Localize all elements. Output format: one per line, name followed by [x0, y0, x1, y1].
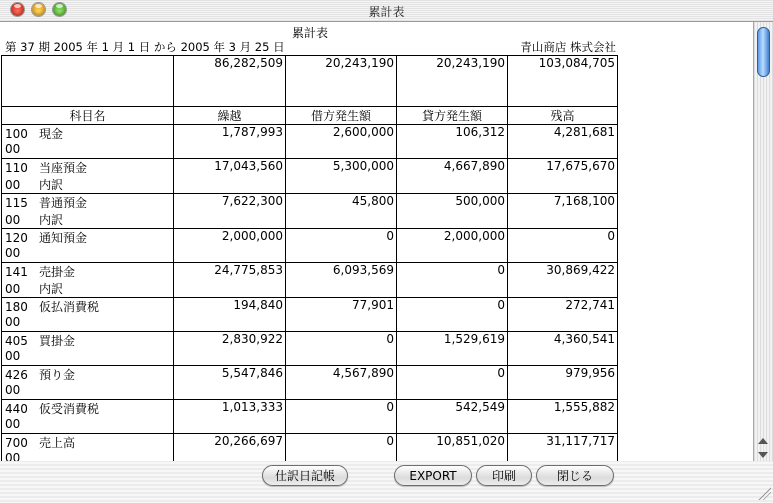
- total-carry: 86,282,509: [174, 56, 286, 107]
- report-period: 第 37 期 2005 年 1 月 1 日 から 2005 年 3 月 25 日: [5, 40, 285, 54]
- carry-cell: 20,266,697: [174, 434, 286, 462]
- account-cell: [2, 434, 174, 462]
- table-row: [2, 400, 618, 434]
- balance-cell: 17,675,670: [508, 159, 618, 194]
- carry-cell: 7,622,300: [174, 194, 286, 229]
- account-name: 普通預金: [39, 196, 88, 210]
- account-cell: [2, 125, 174, 159]
- sub-account-code: 00: [5, 417, 21, 431]
- balance-cell: 7,168,100: [508, 194, 618, 229]
- account-cell: [2, 194, 174, 229]
- credit-cell: 10,851,020: [397, 434, 508, 462]
- totals-row: [2, 56, 618, 107]
- debit-cell: 0: [286, 400, 397, 434]
- account-name: 仮受消費税: [39, 402, 100, 416]
- account-name: 買掛金: [39, 334, 76, 348]
- scroll-thumb[interactable]: [757, 27, 770, 77]
- close-button[interactable]: 閉じる: [536, 465, 614, 486]
- total-balance: 103,084,705: [508, 56, 618, 107]
- account-cell: [2, 332, 174, 366]
- account-code: 700: [5, 436, 28, 450]
- debit-cell: 0: [286, 434, 397, 462]
- debit-cell: 5,300,000: [286, 159, 397, 194]
- account-code: 180: [5, 300, 28, 314]
- balance-cell: 31,117,717: [508, 434, 618, 462]
- table-row: [2, 298, 618, 332]
- debit-cell: 4,567,890: [286, 366, 397, 400]
- col-header-credit: 貸方発生額: [397, 107, 508, 125]
- table-row: [2, 229, 618, 263]
- balance-cell: 272,741: [508, 298, 618, 332]
- total-debit: 20,243,190: [286, 56, 397, 107]
- table-row: [2, 194, 618, 229]
- debit-cell: 77,901: [286, 298, 397, 332]
- debit-cell: 2,600,000: [286, 125, 397, 159]
- sub-account-name: 内訳: [39, 213, 64, 227]
- account-cell: [2, 263, 174, 298]
- carry-cell: 5,547,846: [174, 366, 286, 400]
- report-title: 累計表: [291, 26, 328, 40]
- account-code: 405: [5, 334, 28, 348]
- account-code: 426: [5, 368, 28, 382]
- scroll-down-icon[interactable]: [758, 452, 768, 458]
- account-cell: [2, 159, 174, 194]
- credit-cell: 0: [397, 263, 508, 298]
- credit-cell: 542,549: [397, 400, 508, 434]
- balance-cell: 4,360,541: [508, 332, 618, 366]
- table-row: [2, 263, 618, 298]
- col-header-balance: 残高: [508, 107, 618, 125]
- credit-cell: 500,000: [397, 194, 508, 229]
- carry-cell: 1,787,993: [174, 125, 286, 159]
- carry-cell: 1,013,333: [174, 400, 286, 434]
- account-code: 141: [5, 265, 28, 279]
- company-name: 青山商店 株式会社: [520, 40, 616, 54]
- header-row: [2, 107, 618, 125]
- sub-account-name: 内訳: [39, 178, 64, 192]
- sub-account-code: 00: [5, 142, 21, 156]
- credit-cell: 1,529,619: [397, 332, 508, 366]
- balance-cell: 30,869,422: [508, 263, 618, 298]
- table-row: [2, 125, 618, 159]
- debit-cell: 6,093,569: [286, 263, 397, 298]
- table-row: [2, 159, 618, 194]
- journal-button[interactable]: 仕訳日記帳: [262, 465, 348, 486]
- account-cell: [2, 298, 174, 332]
- carry-cell: 194,840: [174, 298, 286, 332]
- balance-cell: 4,281,681: [508, 125, 618, 159]
- account-name: 仮払消費税: [39, 300, 100, 314]
- carry-cell: 24,775,853: [174, 263, 286, 298]
- account-cell: [2, 229, 174, 263]
- sub-account-code: 00: [5, 246, 21, 260]
- carry-cell: 17,043,560: [174, 159, 286, 194]
- window-title: 累計表: [368, 5, 405, 19]
- account-name: 売上高: [39, 436, 76, 450]
- sub-account-code: 00: [5, 349, 21, 363]
- credit-cell: 0: [397, 298, 508, 332]
- balance-cell: 0: [508, 229, 618, 263]
- account-cell: [2, 366, 174, 400]
- account-name: 現金: [39, 127, 64, 141]
- report-area: [0, 22, 753, 461]
- credit-cell: 2,000,000: [397, 229, 508, 263]
- account-cell: [2, 400, 174, 434]
- balance-cell: 979,956: [508, 366, 618, 400]
- sub-account-name: 内訳: [39, 282, 64, 296]
- debit-cell: 0: [286, 332, 397, 366]
- sub-account-code: 00: [5, 213, 21, 227]
- sub-account-code: 00: [5, 451, 21, 461]
- ledger-table: [1, 55, 618, 461]
- col-header-debit: 借方発生額: [286, 107, 397, 125]
- sub-account-code: 00: [5, 282, 21, 296]
- vertical-scrollbar[interactable]: [753, 22, 773, 461]
- totals-label-cell: [2, 56, 174, 107]
- balance-cell: 1,555,882: [508, 400, 618, 434]
- print-button[interactable]: 印刷: [476, 465, 532, 486]
- credit-cell: 4,667,890: [397, 159, 508, 194]
- debit-cell: 0: [286, 229, 397, 263]
- title-bar[interactable]: [0, 0, 773, 22]
- credit-cell: 0: [397, 366, 508, 400]
- account-code: 100: [5, 127, 28, 141]
- debit-cell: 45,800: [286, 194, 397, 229]
- account-name: 預り金: [39, 368, 76, 382]
- carry-cell: 2,000,000: [174, 229, 286, 263]
- carry-cell: 2,830,922: [174, 332, 286, 366]
- scroll-up-icon[interactable]: [758, 438, 768, 444]
- total-credit: 20,243,190: [397, 56, 508, 107]
- account-name: 当座預金: [39, 161, 88, 175]
- table-row: [2, 366, 618, 400]
- account-code: 440: [5, 402, 28, 416]
- sub-account-code: 00: [5, 178, 21, 192]
- account-name: 通知預金: [39, 231, 88, 245]
- col-header-carry: 繰越: [174, 107, 286, 125]
- table-row: [2, 332, 618, 366]
- account-code: 120: [5, 231, 28, 245]
- account-name: 売掛金: [39, 265, 76, 279]
- credit-cell: 106,312: [397, 125, 508, 159]
- account-code: 110: [5, 161, 28, 175]
- sub-account-code: 00: [5, 383, 21, 397]
- export-button[interactable]: EXPORT: [394, 465, 472, 486]
- table-row: [2, 434, 618, 462]
- sub-account-code: 00: [5, 315, 21, 329]
- col-header-name: 科目名: [2, 107, 174, 125]
- resize-grip-icon[interactable]: [757, 486, 771, 500]
- account-code: 115: [5, 196, 28, 210]
